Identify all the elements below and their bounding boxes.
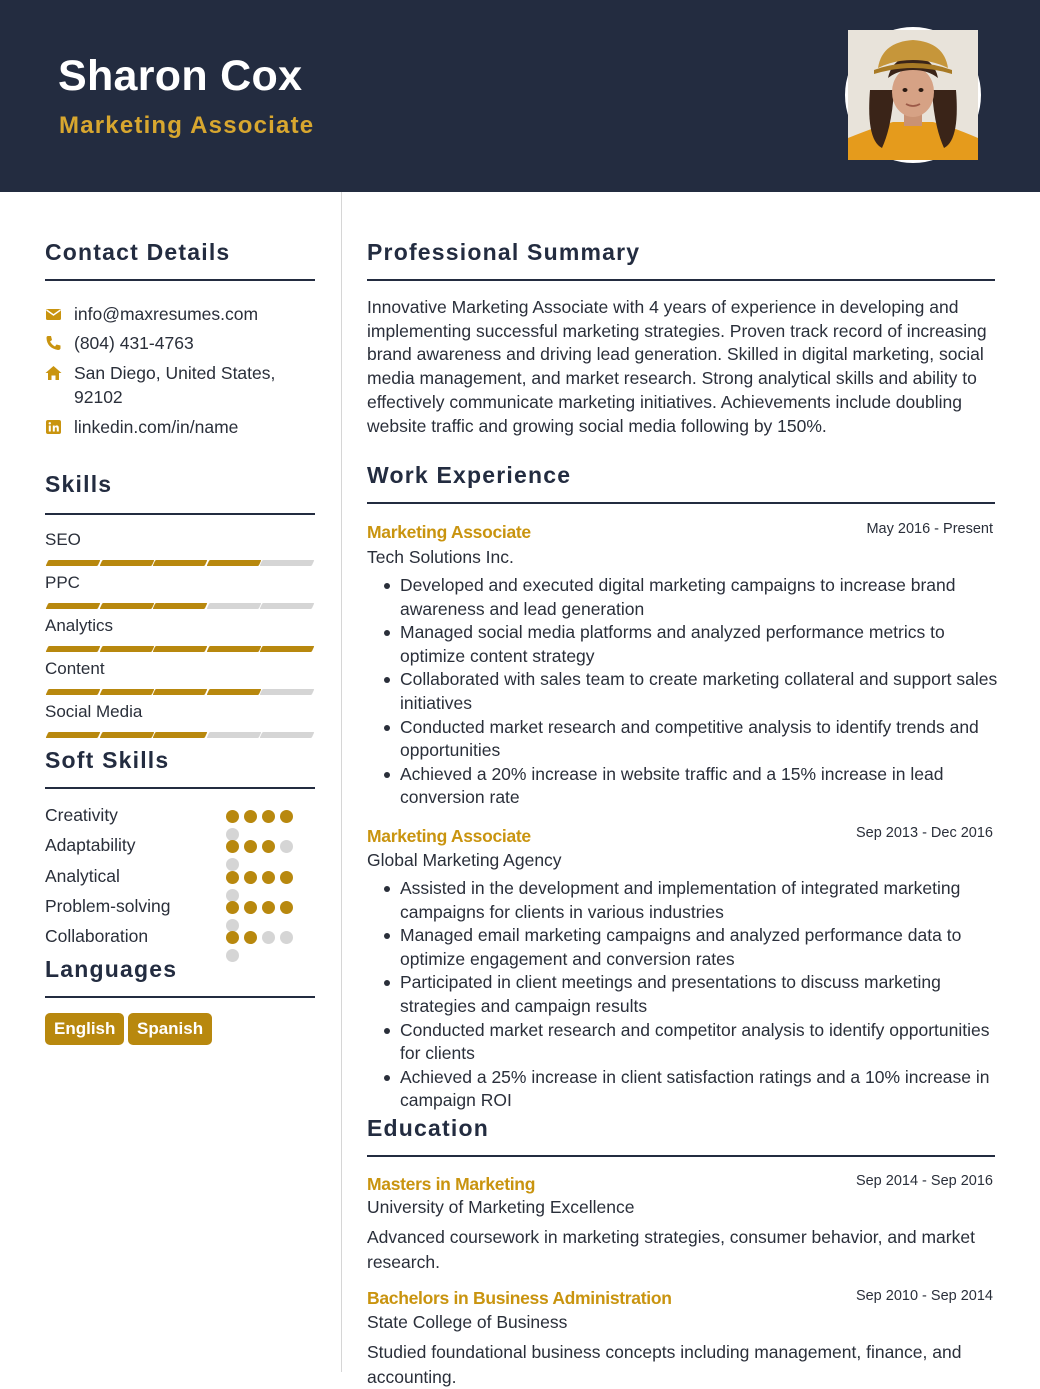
- degree-description: Advanced coursework in marketing strategies, consumer behavior, and market research.: [367, 1227, 975, 1272]
- job-bullet: Participated in client meetings and presentations to discuss marketing strategies and campaign results: [384, 971, 998, 1018]
- skill-label: Content: [45, 659, 105, 678]
- skill-segment-filled: [99, 689, 154, 695]
- skill-segment-empty: [260, 689, 315, 695]
- skill-segment-filled: [260, 646, 315, 652]
- rating-dot-filled: [244, 931, 257, 944]
- job-bullet: Managed social media platforms and analyzed performance metrics to optimize content strategy: [384, 621, 998, 668]
- rating-dot-filled: [280, 871, 293, 884]
- job-bullets: [384, 877, 998, 1113]
- profile-photo: [845, 27, 981, 163]
- home-icon: [45, 365, 62, 381]
- rating-dot-empty: [226, 858, 239, 871]
- column-divider: [341, 192, 342, 1372]
- rating-dot-filled: [262, 810, 275, 823]
- job-bullet: Managed email marketing campaigns and analyzed performance data to optimize engagement and conversion rates: [384, 924, 998, 971]
- work-rule: [367, 502, 995, 504]
- skill-segment-empty: [206, 732, 261, 738]
- rating-dot-filled: [262, 871, 275, 884]
- soft-skills-rule: [45, 787, 315, 789]
- skill-segment-filled: [46, 646, 101, 652]
- skill-segment-filled: [46, 732, 101, 738]
- job-bullet: Collaborated with sales team to create marketing collateral and support sales initiatives: [384, 668, 998, 715]
- skill-segment-filled: [99, 732, 154, 738]
- soft-skill-label: Problem-solving: [45, 895, 171, 916]
- degree-title: Masters in Marketing: [367, 1174, 536, 1194]
- job-company: Tech Solutions Inc.: [367, 547, 514, 567]
- languages-section-title: Languages: [45, 956, 178, 982]
- rating-dot-filled: [244, 810, 257, 823]
- skill-segment-empty: [260, 560, 315, 566]
- job-title: Marketing Associate: [367, 522, 531, 542]
- rating-dot-empty: [226, 919, 239, 932]
- summary-section-title: Professional Summary: [367, 239, 641, 265]
- skill-segment-filled: [206, 560, 261, 566]
- skill-label: PPC: [45, 573, 80, 592]
- job-bullets: [384, 574, 998, 810]
- skills-section-title: Skills: [45, 471, 113, 497]
- envelope-icon: [45, 306, 62, 322]
- contact-email-text[interactable]: info@maxresumes.com: [74, 304, 259, 324]
- skill-segment-filled: [153, 560, 208, 566]
- education-rule: [367, 1155, 995, 1157]
- degree-dates: Sep 2014 - Sep 2016: [855, 1173, 993, 1189]
- rating-dot-filled: [244, 901, 257, 914]
- job-bullet: Achieved a 20% increase in website traffic and a 15% increase in lead conversion rate: [384, 763, 998, 810]
- rating-dot-filled: [280, 810, 293, 823]
- degree-title: Bachelors in Business Administration: [367, 1288, 672, 1308]
- degree-description: Studied foundational business concepts including management, finance, and accounting.: [367, 1342, 962, 1387]
- portrait-image: [848, 30, 978, 160]
- skill-segment-filled: [46, 560, 101, 566]
- rating-dot-filled: [226, 840, 239, 853]
- candidate-role: Marketing Associate: [59, 112, 315, 139]
- degree-dates: Sep 2010 - Sep 2014: [855, 1288, 993, 1304]
- job-company: Global Marketing Agency: [367, 850, 562, 870]
- skill-label: Analytics: [45, 616, 114, 635]
- job-dates: Sep 2013 - Dec 2016: [855, 825, 993, 841]
- skill-segment-filled: [46, 689, 101, 695]
- rating-dot-empty: [280, 840, 293, 853]
- rating-dot-filled: [226, 810, 239, 823]
- school-name: University of Marketing Excellence: [367, 1197, 635, 1217]
- soft-skills-section-title: Soft Skills: [45, 747, 170, 773]
- summary-text: Innovative Marketing Associate with 4 years of experience in developing and implementing successful marketing strategies. Proven track record of increasing brand awareness and driving lead generation. Skilled in digital marketing, social media management, and market research. Strong analytical skills and ability to effectively communicate marketing initiatives. Achievements include doubling website traffic and growing social media following by 150%.: [367, 297, 987, 436]
- language-badge: Spanish: [128, 1013, 212, 1045]
- skill-segment-filled: [206, 646, 261, 652]
- skill-segment-filled: [206, 689, 261, 695]
- rating-dot-filled: [262, 901, 275, 914]
- phone-icon: [45, 335, 62, 351]
- contact-linkedin-text[interactable]: linkedin.com/in/name: [74, 417, 239, 437]
- skill-segment-empty: [206, 603, 261, 609]
- rating-dot-filled: [226, 931, 239, 944]
- work-section-title: Work Experience: [367, 462, 572, 488]
- rating-dot-empty: [226, 949, 239, 962]
- job-bullet: Developed and executed digital marketing campaigns to increase brand awareness and lead generation: [384, 574, 998, 621]
- contact-phone-text[interactable]: (804) 431-4763: [74, 333, 194, 353]
- rating-dot-empty: [226, 828, 239, 841]
- language-badge: English: [45, 1013, 124, 1045]
- rating-dot-empty: [280, 931, 293, 944]
- skill-label: Social Media: [45, 702, 143, 721]
- soft-skill-label: Creativity: [45, 805, 118, 825]
- job-bullet: Conducted market research and competitive analysis to identify trends and opportunities: [384, 716, 998, 763]
- job-dates: May 2016 - Present: [866, 521, 993, 537]
- linkedin-icon: [45, 419, 62, 435]
- education-section-title: Education: [367, 1115, 489, 1141]
- soft-skill-label: Adaptability: [45, 835, 136, 856]
- rating-dot-filled: [226, 901, 239, 914]
- soft-skill-label: Analytical: [45, 865, 120, 886]
- skill-segment-filled: [99, 560, 154, 566]
- contact-rule: [45, 279, 315, 281]
- job-bullet: Conducted market research and competitor analysis to identify opportunities for clients: [384, 1019, 998, 1066]
- contact-section-title: Contact Details: [45, 239, 231, 265]
- skill-segment-empty: [260, 732, 315, 738]
- rating-dot-filled: [262, 840, 275, 853]
- skill-segment-filled: [46, 603, 101, 609]
- skill-segment-filled: [153, 646, 208, 652]
- skill-segment-filled: [99, 603, 154, 609]
- rating-dot-filled: [226, 871, 239, 884]
- rating-dot-filled: [244, 840, 257, 853]
- skill-segment-filled: [153, 732, 208, 738]
- rating-dot-filled: [280, 901, 293, 914]
- skill-label: SEO: [45, 530, 81, 549]
- job-bullet: Assisted in the development and implementation of integrated marketing campaigns for clients in various industries: [384, 877, 998, 924]
- contact-address-text: San Diego, United States, 92102: [74, 363, 276, 407]
- skill-segment-filled: [153, 689, 208, 695]
- summary-rule: [367, 279, 995, 281]
- rating-dot-filled: [244, 871, 257, 884]
- job-bullet: Achieved a 25% increase in client satisfaction ratings and a 10% increase in campaign ROI: [384, 1066, 998, 1113]
- skill-segment-filled: [153, 603, 208, 609]
- school-name: State College of Business: [367, 1312, 568, 1332]
- rating-dot-empty: [226, 889, 239, 902]
- job-title: Marketing Associate: [367, 826, 531, 846]
- candidate-name: Sharon Cox: [58, 52, 303, 100]
- rating-dot-empty: [262, 931, 275, 944]
- skill-segment-empty: [260, 603, 315, 609]
- languages-rule: [45, 996, 315, 998]
- skill-segment-filled: [99, 646, 154, 652]
- skills-rule: [45, 513, 315, 515]
- header-banner: [0, 0, 1040, 192]
- soft-skill-label: Collaboration: [45, 926, 149, 947]
